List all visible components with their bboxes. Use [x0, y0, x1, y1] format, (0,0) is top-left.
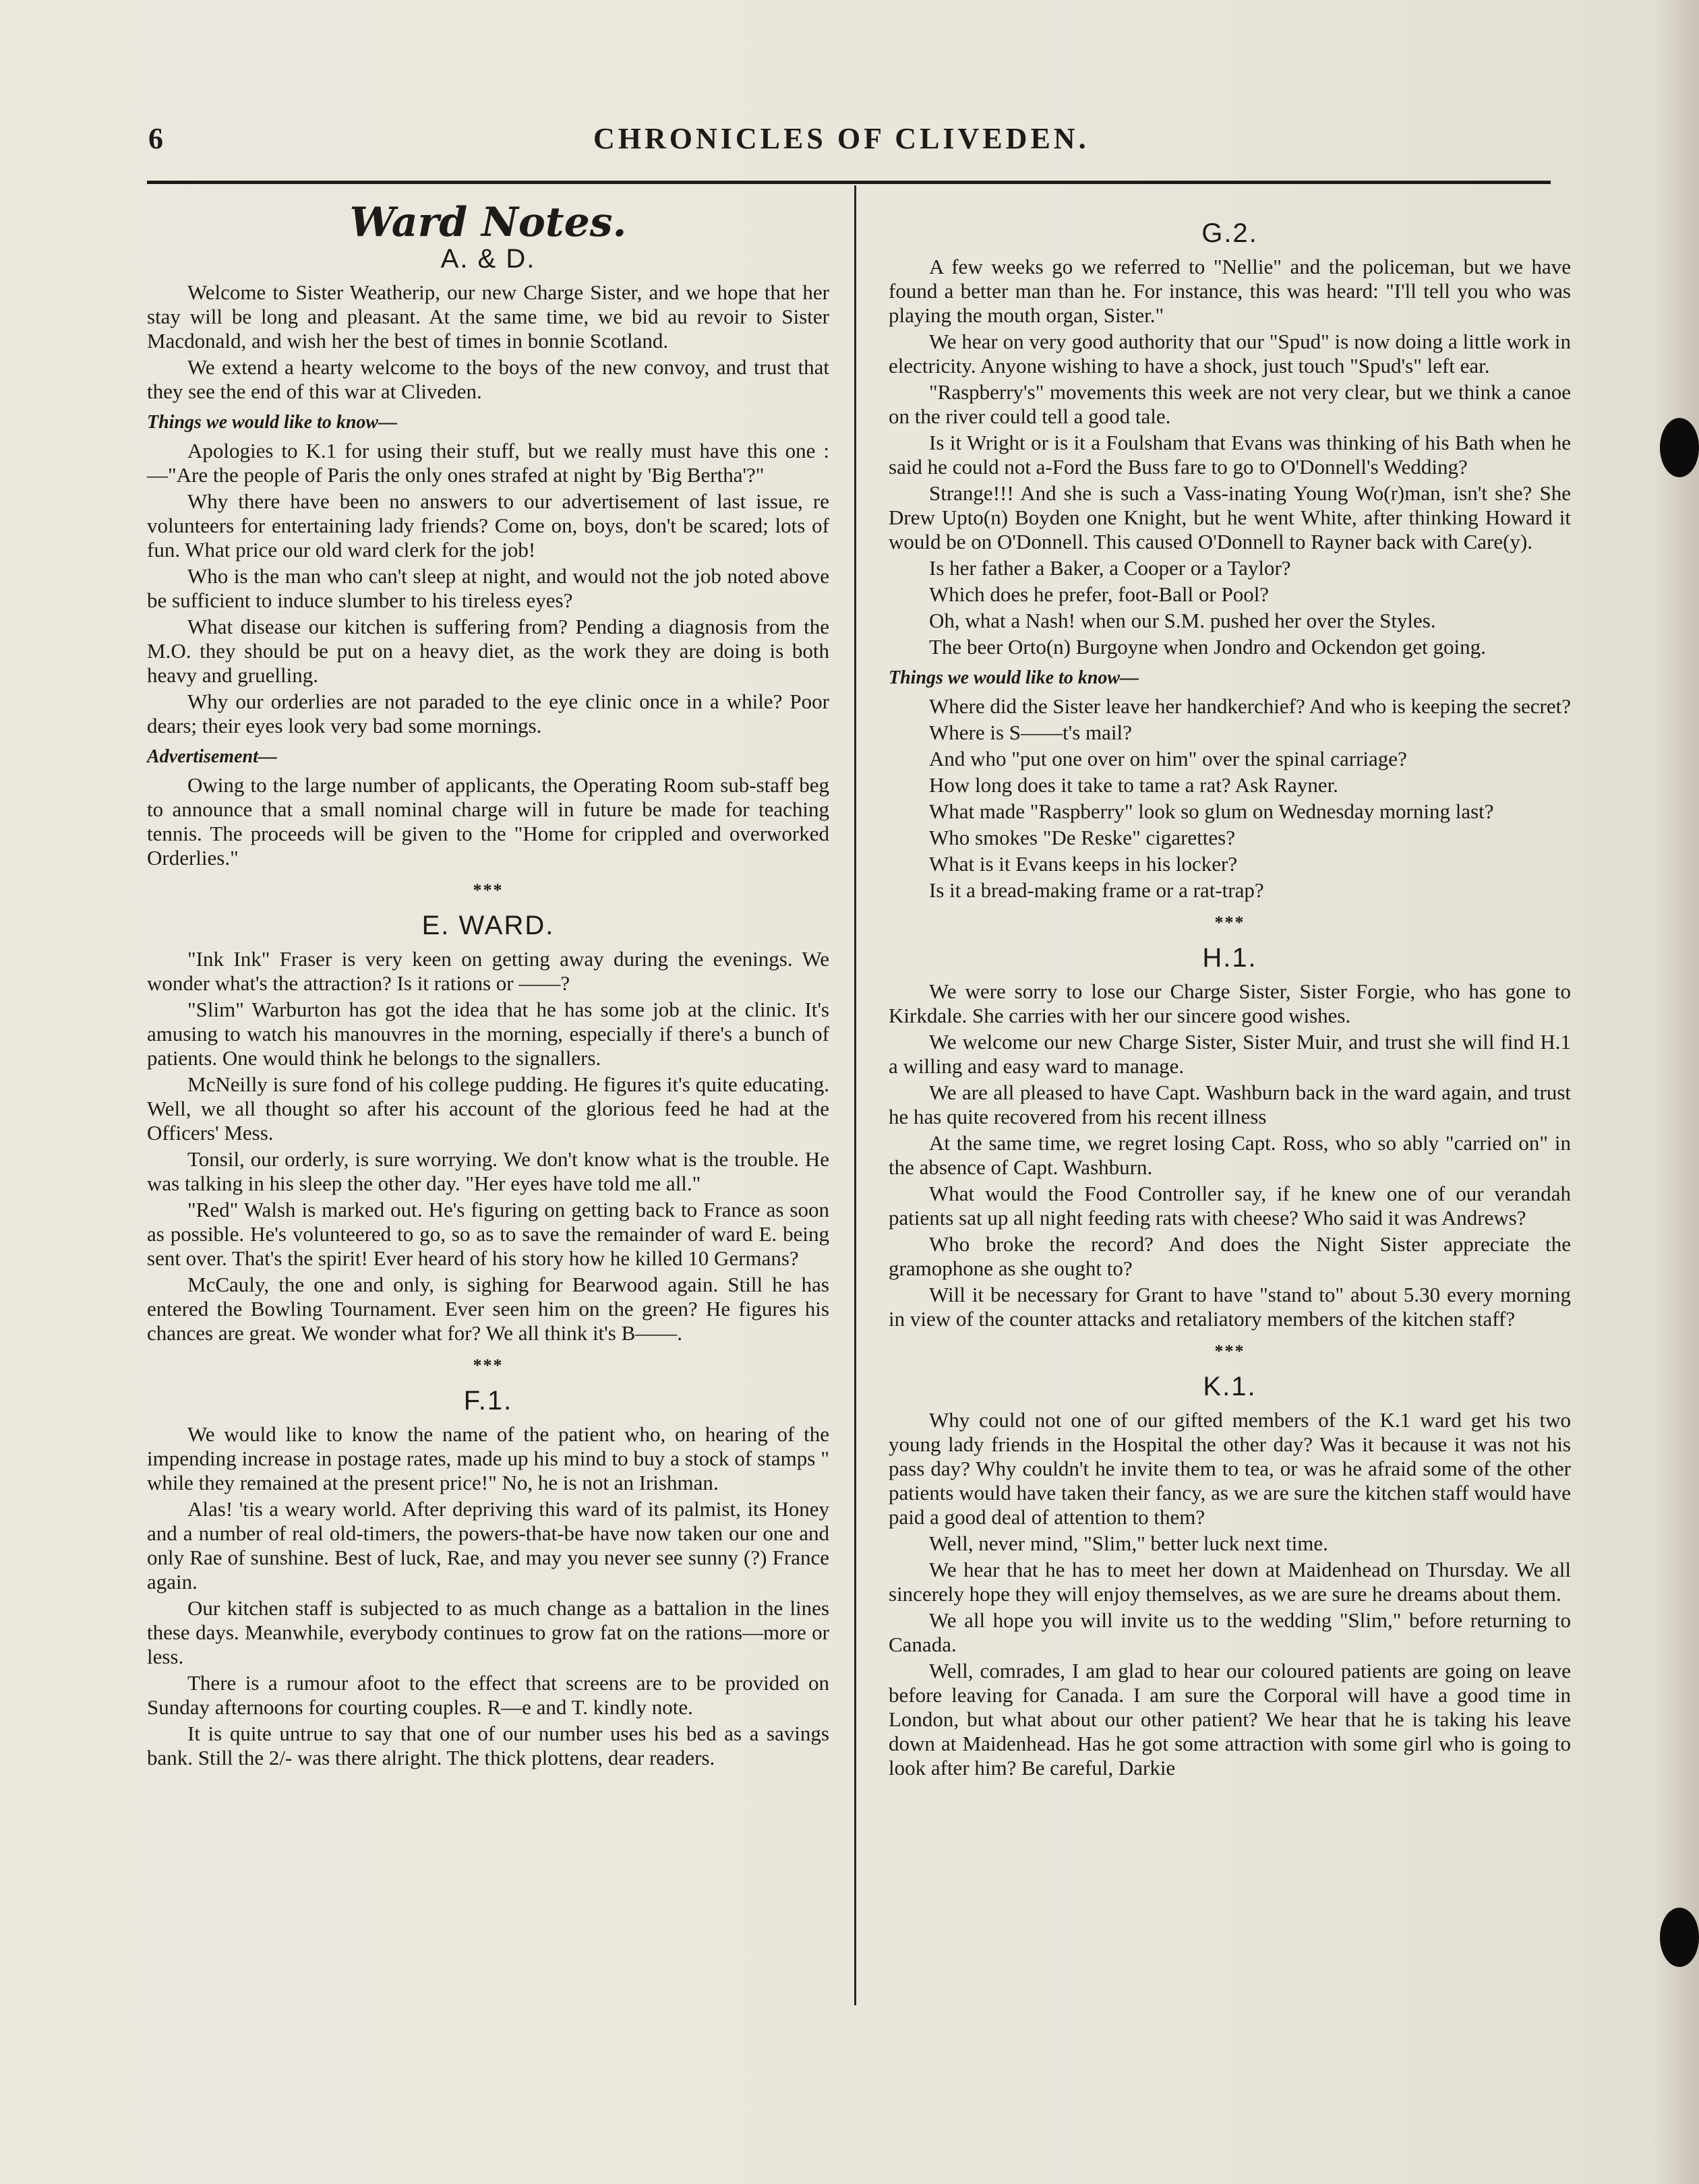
- paragraph: Well, never mind, "Slim," better luck next time.: [929, 1531, 1328, 1555]
- paragraph: At the same time, we regret losing Capt. Ross, who so ably "carried on" in the absence of Capt. Washburn.: [889, 1131, 1571, 1179]
- ward-notes-title: Ward Notes.: [349, 199, 627, 246]
- paragraph: "Raspberry's" movements this week are not very clear, but we think a canoe on the river could tell a good tale.: [889, 380, 1571, 428]
- paragraph: Why our orderlies are not paraded to the eye clinic once in a while? Poor dears; their eyes look very bad some mornings.: [147, 690, 829, 737]
- binding-hole: [1660, 418, 1699, 477]
- paragraph: We were sorry to lose our Charge Sister, Sister Forgie, who has gone to Kirkdale. She carries with her our sincere good wishes.: [889, 979, 1571, 1027]
- paragraph: "Red" Walsh is marked out. He's figuring on getting back to France as soon as possible. He's volunteered to go, so as to save the remainder of ward E. being sent over. That's the spirit! Ever heard of his story how he killed 10 Germans?: [147, 1198, 829, 1270]
- section-separator: ***: [1214, 1341, 1245, 1361]
- paragraph: The beer Orto(n) Burgoyne when Jondro and Ockendon get going.: [929, 635, 1486, 659]
- header-rule: [147, 181, 1551, 184]
- section-title-g2: G.2.: [1201, 218, 1258, 248]
- paragraph: Tonsil, our orderly, is sure worrying. We don't know what is the trouble. He was talking in his sleep the other day. "Her eyes have told me all.": [147, 1147, 829, 1195]
- paragraph: Who broke the record? And does the Night Sister appreciate the gramophone as she ought to?: [889, 1232, 1571, 1280]
- paragraph: Our kitchen staff is subjected to as much change as a battalion in the lines these days. Meanwhile, everybody continues to grow fat on the rations—more or less.: [147, 1596, 829, 1668]
- paragraph: We welcome our new Charge Sister, Sister Muir, and trust she will find H.1 a willing and easy ward to manage.: [889, 1030, 1571, 1078]
- section-title-k1: K.1.: [1203, 1372, 1257, 1401]
- paragraph: Alas! 'tis a weary world. After depriving this ward of its palmist, its Honey and a number of real old-timers, the powers-that-be have now taken our one and only Rae of sunshine. Best of luck, Rae, and may you never see sunny (?) France again.: [147, 1497, 829, 1594]
- paragraph: Why there have been no answers to our advertisement of last issue, re volunteers for entertaining lady friends? Come on, boys, don't be scared; lots of fun. What price our old ward clerk for the job!: [147, 489, 829, 562]
- section-title-e-ward: E. WARD.: [421, 911, 555, 940]
- binding-hole: [1660, 1908, 1699, 1967]
- paragraph: There is a rumour afoot to the effect that screens are to be provided on Sunday afternoons for courting couples. R—e and T. kindly note.: [147, 1671, 829, 1719]
- paragraph: Well, comrades, I am glad to hear our coloured patients are going on leave before leaving for Canada. I am sure the Corporal will have a good time in London, but what about our other patient? We hear that he is taking his leave down at Maidenhead. Has he got some attraction with some girl who is going to look after him? Be careful, Darkie: [889, 1659, 1571, 1780]
- paragraph: Owing to the large number of applicants, the Operating Room sub-staff beg to announce that a small nominal charge will in future be made for teaching tennis. The proceeds will be given to the "Home for crippled and overworked Orderlies.": [147, 773, 829, 870]
- right-column: [889, 202, 1571, 1782]
- paragraph: Who smokes "De Reske" cigarettes?: [929, 826, 1235, 849]
- paragraph: "Ink Ink" Fraser is very keen on getting away during the evenings. We wonder what's the attraction? Is it rations or ——?: [147, 947, 829, 995]
- paragraph: We hear that he has to meet her down at Maidenhead on Thursday. We all sincerely hope they will enjoy themselves, as we are sure he dreams about them.: [889, 1558, 1571, 1606]
- paragraph: We are all pleased to have Capt. Washburn back in the ward again, and trust he has quite recovered from his recent illness: [889, 1081, 1571, 1128]
- paragraph: How long does it take to tame a rat? Ask Rayner.: [929, 773, 1338, 797]
- paragraph: Is it a bread-making frame or a rat-trap?: [929, 878, 1264, 902]
- paragraph: And who "put one over on him" over the spinal carriage?: [929, 747, 1407, 770]
- paragraph: We hear on very good authority that our "Spud" is now doing a little work in electricity. Anyone wishing to have a shock, just touch "Spud's" left ear.: [889, 330, 1571, 377]
- paragraph: We would like to know the name of the patient who, on hearing of the impending increase in postage rates, made up his mind to buy a stock of stamps " while they remained at the present price!" No, he is not an Irishman.: [147, 1422, 829, 1494]
- paragraph: What would the Food Controller say, if he knew one of our verandah patients sat up all night feeding rats with cheese? Who said it was Andrews?: [889, 1182, 1571, 1230]
- paragraph: McCauly, the one and only, is sighing for Bearwood again. Still he has entered the Bowling Tournament. Ever seen him on the green? He figures his chances are great. We wonder what for? We all think it's B——.: [147, 1273, 829, 1345]
- column-divider: [854, 185, 856, 2005]
- masthead: CHRONICLES OF CLIVEDEN.: [593, 122, 1090, 155]
- section-separator: ***: [473, 880, 504, 900]
- binding-shadow: [1652, 0, 1699, 2184]
- paragraph: A few weeks go we referred to "Nellie" and the policeman, but we have found a better man than he. For instance, this was heard: "I'll tell you who was playing the mouth organ, Sister.": [889, 255, 1571, 327]
- paragraph: Where is S——t's mail?: [929, 721, 1132, 744]
- subheading: Advertisement—: [147, 746, 277, 767]
- paragraph: Where did the Sister leave her handkerchief? And who is keeping the secret?: [929, 694, 1572, 718]
- paragraph: "Slim" Warburton has got the idea that he has some job at the clinic. It's amusing to watch his manouvres in the morning, especially if there's a bunch of patients. One would think he belongs to the signallers.: [147, 998, 829, 1070]
- paragraph: Apologies to K.1 for using their stuff, but we really must have this one :—"Are the people of Paris the only ones strafed at night by 'Big Bertha'?": [147, 439, 829, 487]
- paragraph: We all hope you will invite us to the wedding "Slim," before returning to Canada.: [889, 1608, 1571, 1656]
- paragraph: Oh, what a Nash! when our S.M. pushed her over the Styles.: [929, 609, 1436, 632]
- paragraph: Why could not one of our gifted members of the K.1 ward get his two young lady friends in the Hospital the other day? Was it because it was not his pass day? Why couldn't he invite them to tea, or was he afraid some of the other patients would have taken their fancy, as we are sure the kitchen staff would have paid a good deal of attention to them?: [889, 1408, 1571, 1529]
- section-title-h1: H.1.: [1202, 943, 1257, 973]
- paragraph: Is her father a Baker, a Cooper or a Taylor?: [929, 556, 1291, 580]
- paragraph: Strange!!! And she is such a Vass-inating Young Wo(r)man, isn't she? She Drew Upto(n) Boyden one Knight, but he went White, after thinking Howard it would be on O'Donnell. This caused O'Donnell to Rayner back with Care(y).: [889, 481, 1571, 553]
- paragraph: What is it Evans keeps in his locker?: [929, 852, 1238, 876]
- subheading: Things we would like to know—: [147, 412, 398, 433]
- paragraph: Which does he prefer, foot-Ball or Pool?: [929, 582, 1270, 606]
- paragraph: McNeilly is sure fond of his college pudding. He figures it's quite educating. Well, we all thought so after his account of the glorious feed he had at the Officers' Mess.: [147, 1072, 829, 1145]
- section-title-f1: F.1.: [463, 1386, 513, 1416]
- page-number: 6: [148, 122, 163, 155]
- section-separator: ***: [473, 1356, 504, 1375]
- paragraph: It is quite untrue to say that one of our number uses his bed as a savings bank. Still the 2/- was there alright. The thick plottens, dear readers.: [147, 1722, 829, 1769]
- left-column: [147, 199, 829, 1772]
- paragraph: Welcome to Sister Weatherip, our new Charge Sister, and we hope that her stay will be long and pleasant. At the same time, we bid au revoir to Sister Macdonald, and wish her the best of times in bonnie Scotland.: [147, 280, 829, 353]
- section-title-ad: A. & D.: [440, 244, 536, 274]
- paragraph: We extend a hearty welcome to the boys of the new convoy, and trust that they see the end of this war at Cliveden.: [147, 355, 829, 403]
- section-separator: ***: [1214, 913, 1245, 932]
- paragraph: What made "Raspberry" look so glum on Wednesday morning last?: [929, 799, 1494, 823]
- subheading: Things we would like to know—: [889, 667, 1139, 688]
- paragraph: Who is the man who can't sleep at night, and would not the job noted above be sufficient to induce slumber to his tireless eyes?: [147, 564, 829, 612]
- page-header: [148, 121, 1551, 169]
- paragraph: What disease our kitchen is suffering from? Pending a diagnosis from the M.O. they should be put on a heavy diet, as the work they are doing is both heavy and gruelling.: [147, 615, 829, 687]
- paragraph: Will it be necessary for Grant to have "stand to" about 5.30 every morning in view of the counter attacks and retaliatory members of the kitchen staff?: [889, 1283, 1571, 1331]
- paragraph: Is it Wright or is it a Foulsham that Evans was thinking of his Bath when he said he could not a-Ford the Buss fare to go to O'Donnell's Wedding?: [889, 431, 1571, 479]
